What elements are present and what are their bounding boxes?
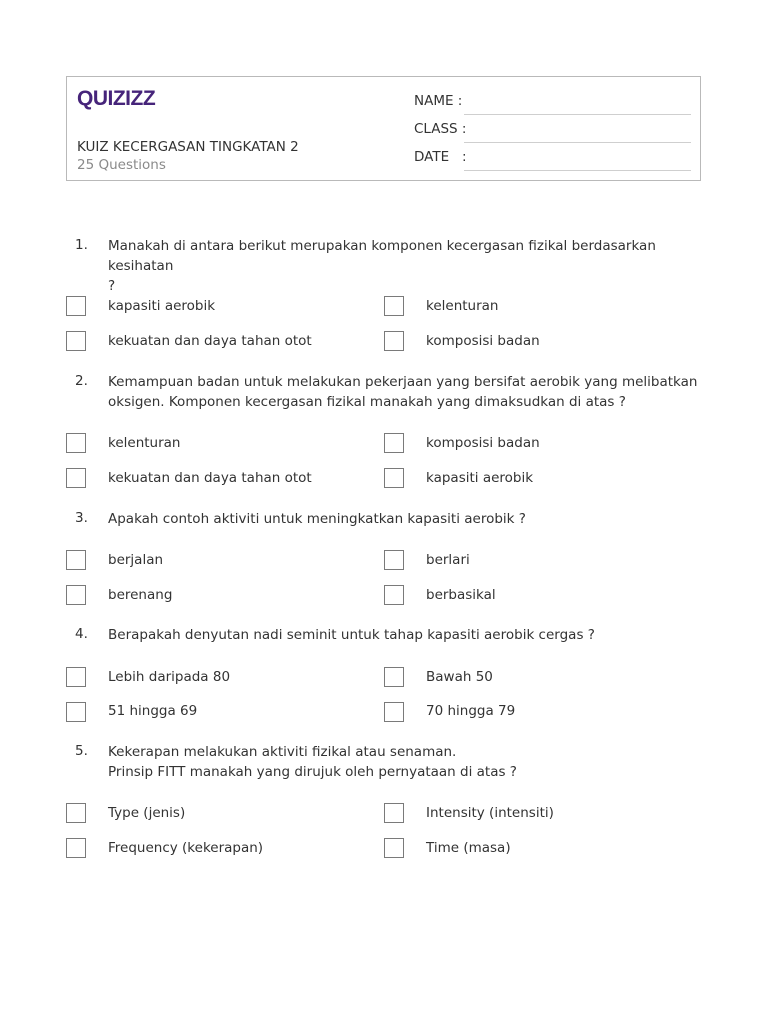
- name-label: NAME :: [414, 93, 463, 109]
- answer-option: kapasiti aerobik: [426, 470, 534, 486]
- question-line: Prinsip FITT manakah yang dirujuk oleh pernyataan di atas ?: [108, 764, 517, 780]
- answer-checkbox[interactable]: [384, 550, 404, 570]
- answer-option: Time (masa): [426, 840, 511, 856]
- answer-option: berbasikal: [426, 587, 496, 603]
- name-line: [464, 114, 691, 115]
- question-text: [108, 372, 706, 412]
- answer-checkbox[interactable]: [66, 585, 86, 605]
- question-number: 1.: [75, 237, 88, 253]
- question-number: 5.: [75, 743, 88, 759]
- answer-checkbox[interactable]: [384, 468, 404, 488]
- question-line: Kekerapan melakukan aktiviti fizikal atau senaman.: [108, 744, 457, 760]
- question-number: 3.: [75, 510, 88, 526]
- answer-checkbox[interactable]: [384, 702, 404, 722]
- answer-checkbox[interactable]: [384, 433, 404, 453]
- date-line: [464, 170, 691, 171]
- date-field[interactable]: [414, 149, 691, 169]
- answer-option: berlari: [426, 552, 470, 568]
- question-line: Apakah contoh aktiviti untuk meningkatkan kapasiti aerobik ?: [108, 511, 526, 527]
- quizizz-logo: [77, 86, 159, 110]
- name-field[interactable]: [414, 93, 691, 113]
- answer-option: komposisi badan: [426, 333, 540, 349]
- answer-checkbox[interactable]: [66, 296, 86, 316]
- answer-checkbox[interactable]: [384, 667, 404, 687]
- question-line: ?: [108, 278, 116, 294]
- answer-option: Frequency (kekerapan): [108, 840, 264, 856]
- answer-option: 51 hingga 69: [108, 703, 198, 719]
- answer-option: berenang: [108, 587, 173, 603]
- answer-option: kelenturan: [426, 298, 499, 314]
- answer-checkbox[interactable]: [384, 838, 404, 858]
- question-line: oksigen. Komponen kecergasan fizikal manakah yang dimaksudkan di atas ?: [108, 394, 626, 410]
- question-text: [108, 625, 706, 645]
- question-text: [108, 509, 706, 529]
- quiz-title: KUIZ KECERGASAN TINGKATAN 2: [77, 139, 299, 155]
- class-field[interactable]: [414, 121, 691, 141]
- answer-option: kekuatan dan daya tahan otot: [108, 333, 312, 349]
- question-line: Berapakah denyutan nadi seminit untuk tahap kapasiti aerobik cergas ?: [108, 627, 595, 643]
- answer-option: Lebih daripada 80: [108, 669, 231, 685]
- answer-checkbox[interactable]: [66, 803, 86, 823]
- answer-checkbox[interactable]: [384, 803, 404, 823]
- answer-option: Intensity (intensiti): [426, 805, 554, 821]
- question-number: 2.: [75, 373, 88, 389]
- answer-option: berjalan: [108, 552, 164, 568]
- question-text: [108, 742, 706, 782]
- answer-checkbox[interactable]: [66, 468, 86, 488]
- answer-checkbox[interactable]: [66, 433, 86, 453]
- svg-text:QUIZIZZ: QUIZIZZ: [77, 87, 156, 110]
- question-line: Manakah di antara berikut merupakan komponen kecergasan fizikal berdasarkan kesihatan: [108, 238, 656, 274]
- answer-option: 70 hingga 79: [426, 703, 516, 719]
- answer-checkbox[interactable]: [66, 838, 86, 858]
- answer-option: Type (jenis): [108, 805, 186, 821]
- class-label: CLASS :: [414, 121, 467, 137]
- answer-checkbox[interactable]: [66, 331, 86, 351]
- answer-checkbox[interactable]: [66, 550, 86, 570]
- question-count: 25 Questions: [77, 157, 166, 173]
- answer-option: Bawah 50: [426, 669, 493, 685]
- question-number: 4.: [75, 626, 88, 642]
- answer-checkbox[interactable]: [384, 585, 404, 605]
- answer-checkbox[interactable]: [384, 296, 404, 316]
- answer-option: komposisi badan: [426, 435, 540, 451]
- date-label: DATE :: [414, 149, 467, 165]
- answer-option: kapasiti aerobik: [108, 298, 216, 314]
- answer-option: kelenturan: [108, 435, 181, 451]
- answer-option: kekuatan dan daya tahan otot: [108, 470, 312, 486]
- answer-checkbox[interactable]: [66, 702, 86, 722]
- class-line: [464, 142, 691, 143]
- answer-checkbox[interactable]: [384, 331, 404, 351]
- worksheet-header: [66, 76, 701, 181]
- question-line: Kemampuan badan untuk melakukan pekerjaan yang bersifat aerobik yang melibatkan: [108, 374, 698, 390]
- answer-checkbox[interactable]: [66, 667, 86, 687]
- question-text: [108, 236, 706, 296]
